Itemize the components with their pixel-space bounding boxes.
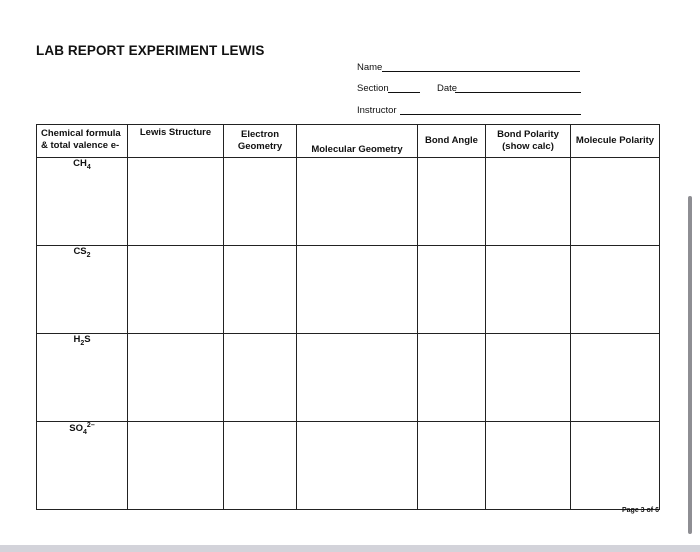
header-molecular-geometry: Molecular Geometry: [297, 125, 418, 158]
molecule-polarity-cell[interactable]: [571, 246, 660, 334]
molecule-polarity-cell[interactable]: [571, 158, 660, 246]
formula-cs2: $CS_2$: [37, 246, 128, 334]
molecular-geometry-cell[interactable]: [297, 422, 418, 510]
header-bond-angle: Bond Angle: [418, 125, 486, 158]
lewis-structure-cell[interactable]: [128, 334, 224, 422]
date-line: [455, 92, 581, 93]
bond-angle-cell[interactable]: [418, 422, 486, 510]
header-molecule-polarity: Molecule Polarity: [571, 125, 660, 158]
name-line: [382, 71, 580, 72]
formula-ch4: $CH_4$: [37, 158, 128, 246]
bond-angle-cell[interactable]: [418, 246, 486, 334]
vertical-scrollbar[interactable]: [688, 196, 692, 534]
instructor-line: [400, 114, 581, 115]
table-row: [37, 158, 660, 246]
header-electron-geometry: Electron Geometry: [224, 125, 297, 158]
page-number: Page 3 of 6: [622, 507, 659, 514]
molecule-polarity-cell[interactable]: [571, 422, 660, 510]
electron-geometry-cell[interactable]: [224, 422, 297, 510]
section-line: [388, 92, 420, 93]
formula-h2s: $H_2S$: [37, 334, 128, 422]
report-title: LAB REPORT EXPERIMENT LEWIS: [36, 43, 265, 58]
molecular-geometry-cell[interactable]: [297, 158, 418, 246]
section-label: Section: [357, 83, 389, 94]
name-label: Name: [357, 62, 383, 73]
molecular-geometry-cell[interactable]: [297, 246, 418, 334]
header-row: [37, 125, 660, 158]
bond-polarity-cell[interactable]: [486, 158, 571, 246]
lewis-structure-cell[interactable]: [128, 158, 224, 246]
lewis-structure-cell[interactable]: [128, 246, 224, 334]
date-label: Date: [437, 83, 458, 94]
table-row: [37, 334, 660, 422]
header-chemical-formula: Chemical formula & total valence e-: [37, 125, 128, 158]
electron-geometry-cell[interactable]: [224, 158, 297, 246]
bottom-bar: [0, 545, 700, 552]
molecule-polarity-cell[interactable]: [571, 334, 660, 422]
lewis-report-table: [36, 124, 660, 510]
bond-polarity-cell[interactable]: [486, 246, 571, 334]
header-lewis-structure: Lewis Structure: [128, 125, 224, 158]
bond-polarity-cell[interactable]: [486, 334, 571, 422]
molecular-geometry-cell[interactable]: [297, 334, 418, 422]
bond-angle-cell[interactable]: [418, 158, 486, 246]
table-row: [37, 422, 660, 510]
electron-geometry-cell[interactable]: [224, 246, 297, 334]
instructor-label: Instructor: [357, 105, 397, 116]
bond-angle-cell[interactable]: [418, 334, 486, 422]
table-row: [37, 246, 660, 334]
formula-so4-2minus: $SO_4^{2-}$: [37, 422, 128, 510]
electron-geometry-cell[interactable]: [224, 334, 297, 422]
bond-polarity-cell[interactable]: [486, 422, 571, 510]
header-bond-polarity: Bond Polarity (show calc): [486, 125, 571, 158]
lewis-structure-cell[interactable]: [128, 422, 224, 510]
